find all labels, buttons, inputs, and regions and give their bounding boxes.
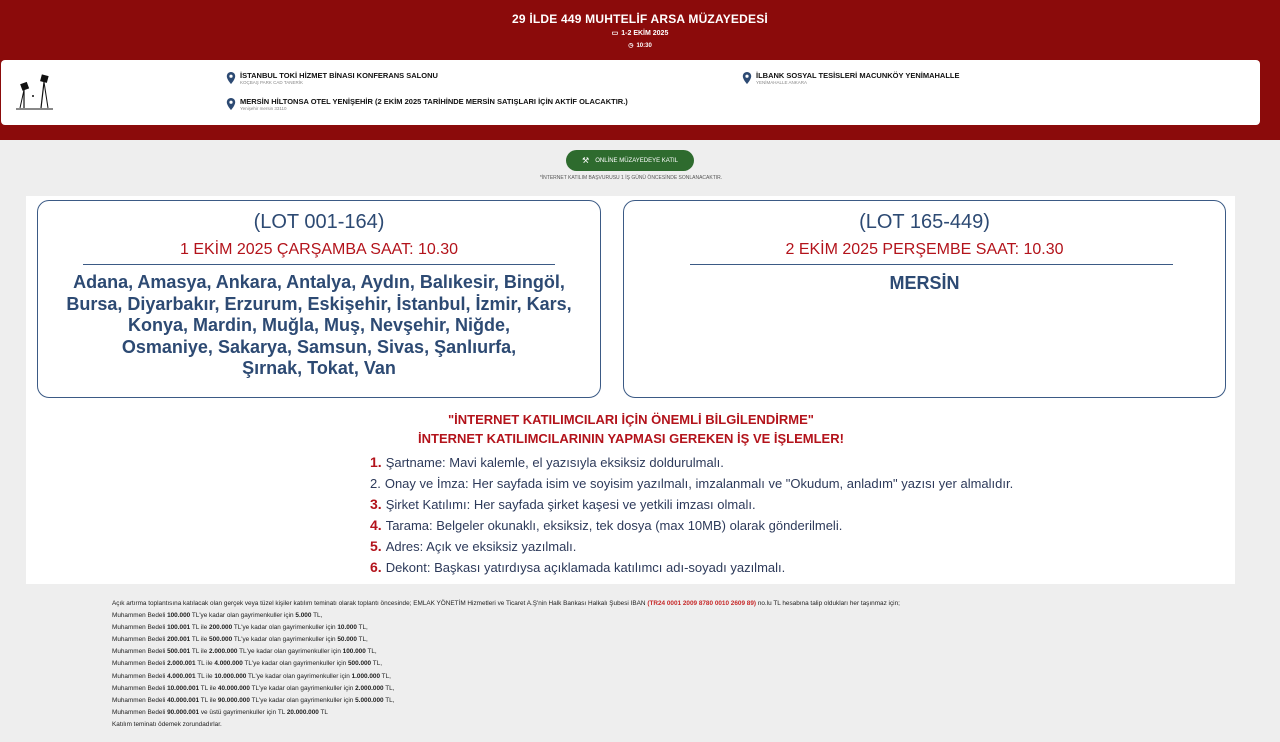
row-desc: TL'ye kadar olan gayrimenkuller için: [239, 648, 341, 656]
deposit-row: [112, 634, 900, 646]
lot-cities: [38, 272, 600, 380]
row-deposit: 20.000.000: [286, 708, 319, 716]
row-currency: TL,: [358, 624, 368, 632]
venue-mersin: [226, 97, 628, 112]
row-deposit: 50.000: [337, 636, 357, 644]
row-min: 90.000.001: [167, 708, 200, 716]
row-deposit: 2.000.000: [355, 684, 384, 692]
deposit-row: [112, 707, 900, 719]
row-currency: TL,: [313, 612, 323, 620]
venue-address: KOÇBAŞ PARK CAD TANERİK: [240, 80, 304, 85]
row-currency: TL,: [358, 636, 368, 644]
step-number: 4.: [370, 517, 382, 533]
divider: [690, 264, 1173, 265]
city-line: Bursa, Diyarbakır, Erzurum, Eskişehir, İstanbul, İzmir, Kars,: [66, 293, 572, 314]
row-mid: TL ile: [197, 672, 213, 680]
row-label: Muhammen Bedeli: [112, 708, 166, 716]
step-item: [370, 536, 1013, 557]
step-text: Adres: Açık ve eksiksiz yazılmalı.: [385, 539, 577, 554]
deposit-row: [112, 610, 900, 622]
step-text: Şartname: Mavi kalemle, el yazısıyla eksiksiz doldurulmalı.: [385, 455, 724, 470]
row-desc: TL'ye kadar olan gayrimenkuller için: [233, 624, 336, 632]
row-mid: TL ile: [200, 696, 217, 704]
step-item: [370, 473, 1013, 494]
row-deposit: 500.000: [348, 660, 372, 668]
join-deadline-note: *İNTERNET KATILIM BAŞVURUSU 1 İŞ GÜNÜ ÖNCESİNDE SONLANACAKTIR.: [539, 175, 723, 181]
divider: [83, 264, 555, 265]
info-subheading: İNTERNET KATILIMCILARININ YAPMASI GEREKEN İŞ VE İŞLEMLER!: [418, 431, 844, 446]
venue-istanbul: [226, 71, 438, 86]
join-online-auction-button[interactable]: [566, 150, 694, 171]
lot-date: 2 EKİM 2025 PERŞEMBE SAAT: 10.30: [785, 241, 1064, 258]
row-min: 500.001: [167, 648, 191, 656]
deposit-intro-text: Açık artırma toplantısına katılacak olan gerçek veya tüzel kişiler katılım teminatı olarak toplantı öncesinde; EMLAK YÖNETİM Hizmetleri ve Ticaret A.Ş'nin Halk Bankası Halkalı Şubesi IBAN: [112, 600, 646, 607]
row-mid: TL ile: [191, 624, 208, 632]
row-label: Muhammen Bedeli: [112, 684, 166, 692]
row-deposit: 1.000.000: [351, 672, 380, 680]
lot-range: (LOT 165-449): [859, 211, 990, 233]
step-number: 5.: [370, 538, 382, 554]
calendar-icon: ▭: [611, 30, 619, 37]
map-pin-icon: [226, 98, 236, 110]
row-min: 10.000.001: [167, 684, 200, 692]
row-max: 4.000.000: [214, 660, 243, 668]
row-currency: TL: [320, 708, 328, 716]
venue-address: YENİMAHALLE ANKARA: [756, 80, 808, 85]
lot-card-1: [37, 200, 601, 398]
lot-card-2: [623, 200, 1226, 398]
row-desc: TL'ye kadar olan gayrimenkuller için: [248, 672, 350, 680]
auction-time-text: 10:30: [636, 43, 652, 49]
deposit-row: [112, 622, 900, 634]
step-item: [370, 515, 1013, 536]
row-deposit: 5.000: [295, 612, 312, 620]
gavel-icon: ⚒: [582, 156, 590, 165]
row-min: 40.000.001: [167, 696, 200, 704]
deposit-row: [112, 683, 900, 695]
row-min: 100.000: [167, 612, 191, 620]
steps-list: [370, 452, 1013, 578]
step-number: 3.: [370, 496, 382, 512]
row-deposit: 5.000.000: [355, 696, 384, 704]
step-text: Onay ve İmza: Her sayfada isim ve soyisim yazılmalı, imzalanmalı ve "Okudum, anladım" yazısı yer almalıdır.: [384, 476, 1014, 491]
row-desc: TL'ye kadar olan gayrimenkuller için: [244, 660, 347, 668]
row-min: 100.001: [167, 624, 191, 632]
deposit-intro-end: no.lu TL hesabına talip oldukları her taşınmaz için;: [757, 600, 900, 607]
city-line: Şırnak, Tokat, Van: [242, 358, 396, 378]
row-max: 200.000: [209, 624, 233, 632]
row-max: 90.000.000: [217, 696, 250, 704]
map-pin-icon: [742, 72, 752, 84]
venue-address: Yenişehir mersin 33110: [240, 106, 287, 111]
venue-name: İSTANBUL TOKİ HİZMET BİNASI KONFERANS SALONU: [240, 71, 438, 80]
row-deposit: 10.000: [337, 624, 357, 632]
step-item: [370, 494, 1013, 515]
lot-cities: [624, 273, 1225, 295]
deposit-intro: [112, 598, 900, 610]
row-desc: ve üstü gayrimenkuller için TL: [200, 708, 286, 716]
deposit-terms: [112, 598, 900, 731]
row-currency: TL,: [385, 696, 395, 704]
city-line: Konya, Mardin, Muğla, Muş, Nevşehir, Niğde,: [127, 315, 511, 335]
step-text: Şirket Katılımı: Her sayfada şirket kaşesi ve yetkili imzası olmalı.: [385, 497, 756, 512]
row-currency: TL,: [372, 660, 383, 668]
row-max: 500.000: [209, 636, 233, 644]
step-item: [370, 557, 1013, 578]
row-label: Muhammen Bedeli: [112, 660, 166, 668]
iban-number: (TR24 0001 2009 8780 0010 2609 89): [647, 600, 757, 607]
deposit-row: [112, 695, 900, 707]
step-number: 6.: [370, 559, 382, 575]
row-label: Muhammen Bedeli: [112, 648, 166, 656]
deposit-row: [112, 671, 900, 683]
row-desc: TL'ye kadar olan gayrimenkuller için: [251, 696, 354, 704]
lot-date: 1 EKİM 2025 ÇARŞAMBA SAAT: 10.30: [179, 241, 459, 258]
row-desc: TL'ye kadar olan gayrimenkuller için: [233, 636, 336, 644]
venue-name: İLBANK SOSYAL TESİSLERİ MACUNKÖY YENİMAHALLE: [756, 71, 960, 80]
row-mid: TL ile: [197, 660, 213, 668]
row-mid: TL ile: [191, 636, 208, 644]
city-line: Adana, Amasya, Ankara, Antalya, Aydın, Balıkesir, Bingöl,: [73, 272, 565, 292]
step-text: Tarama: Belgeler okunaklı, eksiksiz, tek dosya (max 10MB) olarak gönderilmeli.: [385, 518, 843, 533]
step-number: 1.: [370, 454, 382, 470]
row-currency: TL,: [385, 684, 395, 692]
row-label: Muhammen Bedeli: [112, 624, 166, 632]
row-desc: TL'ye kadar olan gayrimenkuller için: [251, 684, 354, 692]
venue-ankara: [742, 71, 960, 86]
row-min: 200.001: [167, 636, 191, 644]
lot-range: (LOT 001-164): [253, 211, 385, 233]
row-mid: TL ile: [200, 684, 217, 692]
row-mid: TL ile: [191, 648, 208, 656]
row-max: 2.000.000: [209, 648, 238, 656]
page-title: 29 İLDE 449 MUHTELİF ARSA MÜZAYEDESİ: [512, 12, 768, 26]
auction-gavel-logo-icon: [15, 72, 55, 112]
row-deposit: 100.000: [342, 648, 366, 656]
row-currency: TL,: [367, 648, 377, 656]
venue-name: MERSİN HİLTONSA OTEL YENİŞEHİR (2 EKİM 2025 TARİHİNDE MERSİN SATIŞLARI İÇİN AKTİF OLACAKTIR.): [240, 97, 628, 106]
row-desc: TL'ye kadar olan gayrimenkuller için: [191, 612, 294, 620]
row-label: Muhammen Bedeli: [112, 612, 166, 620]
step-item: [370, 452, 1013, 473]
row-max: 10.000.000: [214, 672, 247, 680]
deposit-row: [112, 658, 900, 670]
row-min: 2.000.001: [167, 660, 196, 668]
auction-date: [0, 29, 1280, 37]
deposit-outro: Katılım teminatı ödemek zorundadırlar.: [112, 720, 222, 728]
clock-icon: ◷: [628, 43, 634, 49]
row-max: 40.000.000: [217, 684, 250, 692]
row-currency: TL,: [381, 672, 391, 680]
step-number: 2.: [370, 476, 381, 491]
row-label: Muhammen Bedeli: [112, 696, 166, 704]
info-heading: "İNTERNET KATILIMCILARI İÇİN ÖNEMLİ BİLGİLENDİRME": [448, 412, 814, 427]
row-min: 4.000.001: [167, 672, 196, 680]
map-pin-icon: [226, 72, 236, 84]
city-line: Osmaniye, Sakarya, Samsun, Sivas, Şanlıurfa,: [121, 336, 517, 357]
auction-time: [0, 42, 1280, 49]
city-line: MERSİN: [889, 273, 960, 293]
deposit-row: [112, 646, 900, 658]
row-label: Muhammen Bedeli: [112, 672, 166, 680]
row-label: Muhammen Bedeli: [112, 636, 166, 644]
auction-date-text: 1-2 EKİM 2025: [621, 30, 669, 37]
venue-card: [1, 60, 1260, 125]
join-online-auction-label: ONLİNE MÜZAYEDEYE KATIL: [595, 157, 678, 164]
step-text: Dekont: Başkası yatırdıysa açıklamada katılımcı adı-soyadı yazılmalı.: [385, 560, 786, 575]
